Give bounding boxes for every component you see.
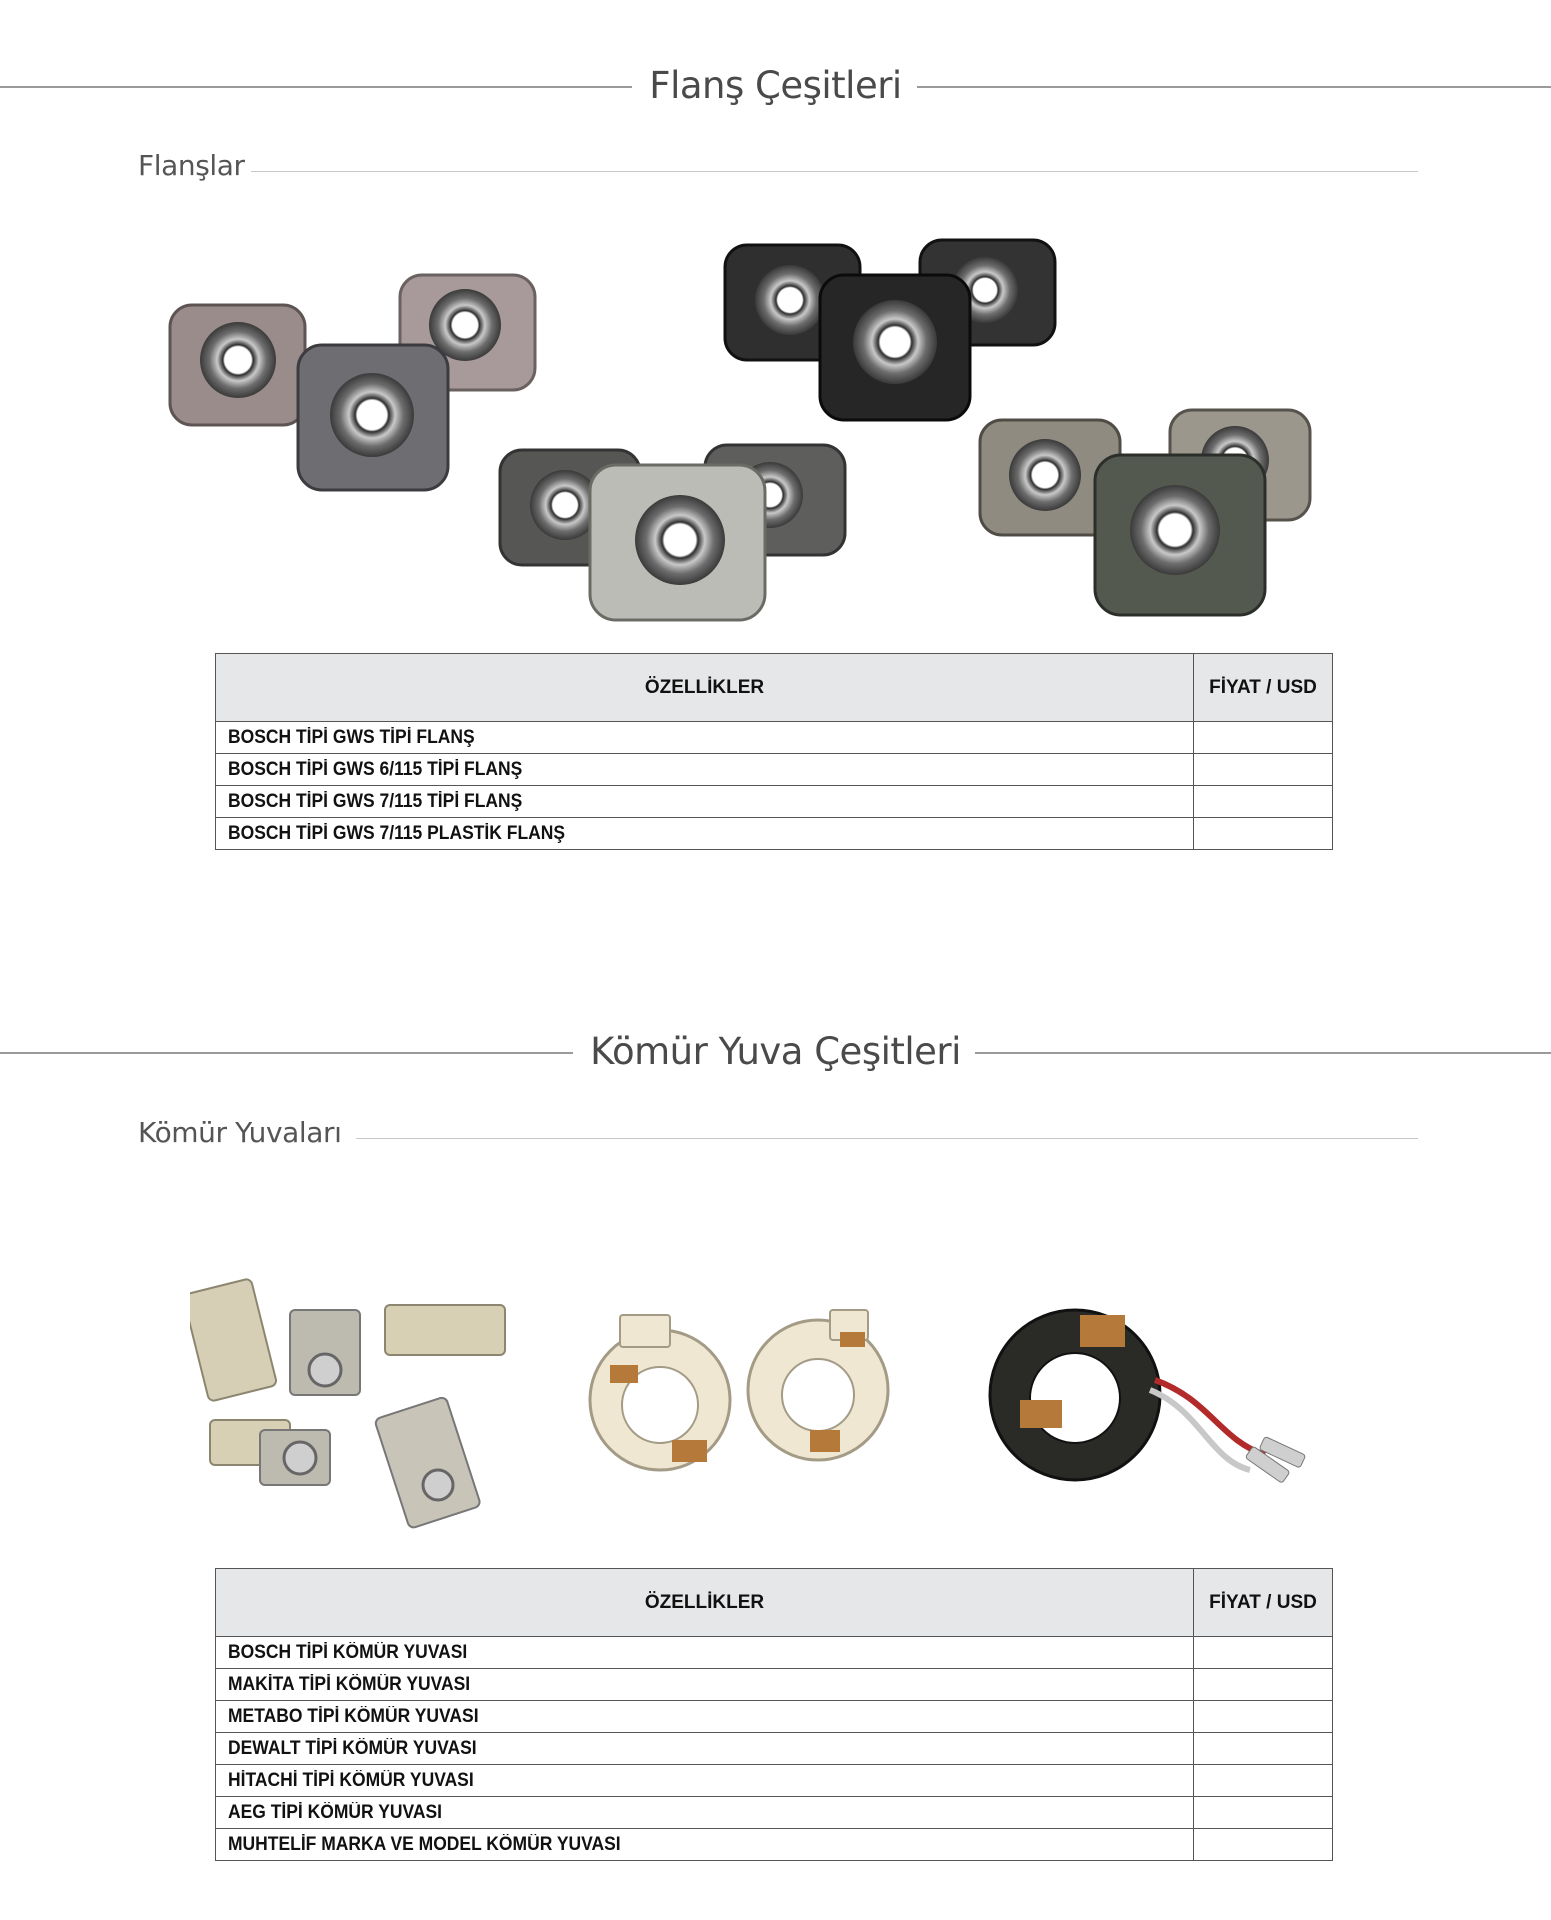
- table-header-row: [216, 654, 1333, 722]
- flange-spec-table: [215, 653, 1333, 850]
- flange-group-1: [170, 275, 535, 490]
- price-cell: [1194, 722, 1333, 754]
- price-cell: [1194, 786, 1333, 818]
- product-name-cell: AEG TİPİ KÖMÜR YUVASI: [216, 1797, 1194, 1829]
- column-header-price: FİYAT / USD: [1194, 1569, 1333, 1637]
- product-name-cell: BOSCH TİPİ GWS 7/115 PLASTİK FLANŞ: [216, 818, 1194, 850]
- brush-holder-product-photo: [190, 1270, 1390, 1540]
- sub-title-rule: [242, 171, 1418, 172]
- price-cell: [1194, 754, 1333, 786]
- table-row: [216, 1797, 1333, 1829]
- flange-product-photo: [160, 220, 1360, 630]
- section-title-flans: [0, 56, 1551, 116]
- sub-title-komur-yuvalari: [138, 1113, 1418, 1153]
- table-row: [216, 1765, 1333, 1797]
- product-name-cell: BOSCH TİPİ GWS 7/115 TİPİ FLANŞ: [216, 786, 1194, 818]
- table-row: [216, 818, 1333, 850]
- table-row: [216, 754, 1333, 786]
- sub-title-flanslar: [138, 146, 1418, 186]
- price-cell: [1194, 1797, 1333, 1829]
- section-heading: Flanş Çeşitleri: [649, 64, 902, 107]
- price-cell: [1194, 1765, 1333, 1797]
- table-row: [216, 786, 1333, 818]
- flange-group-4: [980, 410, 1310, 615]
- price-cell: [1194, 1669, 1333, 1701]
- brush-holder-group-2: [590, 1310, 888, 1470]
- table-row: [216, 722, 1333, 754]
- product-name-cell: METABO TİPİ KÖMÜR YUVASI: [216, 1701, 1194, 1733]
- brush-holder-spec-table: [215, 1568, 1333, 1861]
- price-cell: [1194, 818, 1333, 850]
- table-row: [216, 1829, 1333, 1861]
- table-row: [216, 1701, 1333, 1733]
- product-name-cell: BOSCH TİPİ GWS TİPİ FLANŞ: [216, 722, 1194, 754]
- product-name-cell: DEWALT TİPİ KÖMÜR YUVASI: [216, 1733, 1194, 1765]
- column-header-features: ÖZELLİKLER: [216, 654, 1194, 722]
- price-cell: [1194, 1701, 1333, 1733]
- column-header-features: ÖZELLİKLER: [216, 1569, 1194, 1637]
- sub-heading: Flanşlar: [138, 146, 251, 186]
- price-cell: [1194, 1637, 1333, 1669]
- product-name-cell: MAKİTA TİPİ KÖMÜR YUVASI: [216, 1669, 1194, 1701]
- column-header-price: FİYAT / USD: [1194, 654, 1333, 722]
- flange-group-2: [725, 240, 1055, 420]
- product-name-cell: HİTACHİ TİPİ KÖMÜR YUVASI: [216, 1765, 1194, 1797]
- product-name-cell: MUHTELİF MARKA VE MODEL KÖMÜR YUVASI: [216, 1829, 1194, 1861]
- table-header-row: [216, 1569, 1333, 1637]
- sub-title-rule: [356, 1138, 1418, 1139]
- product-name-cell: BOSCH TİPİ KÖMÜR YUVASI: [216, 1637, 1194, 1669]
- sub-heading: Kömür Yuvaları: [138, 1113, 348, 1153]
- table-row: [216, 1733, 1333, 1765]
- table-row: [216, 1669, 1333, 1701]
- brush-holder-group-3: [990, 1310, 1306, 1483]
- flange-group-3: [500, 445, 845, 620]
- price-cell: [1194, 1733, 1333, 1765]
- price-cell: [1194, 1829, 1333, 1861]
- section-heading: Kömür Yuva Çeşitleri: [590, 1030, 961, 1073]
- product-name-cell: BOSCH TİPİ GWS 6/115 TİPİ FLANŞ: [216, 754, 1194, 786]
- table-row: [216, 1637, 1333, 1669]
- section-title-komur: [0, 1022, 1551, 1082]
- brush-holder-group-1: [190, 1278, 505, 1529]
